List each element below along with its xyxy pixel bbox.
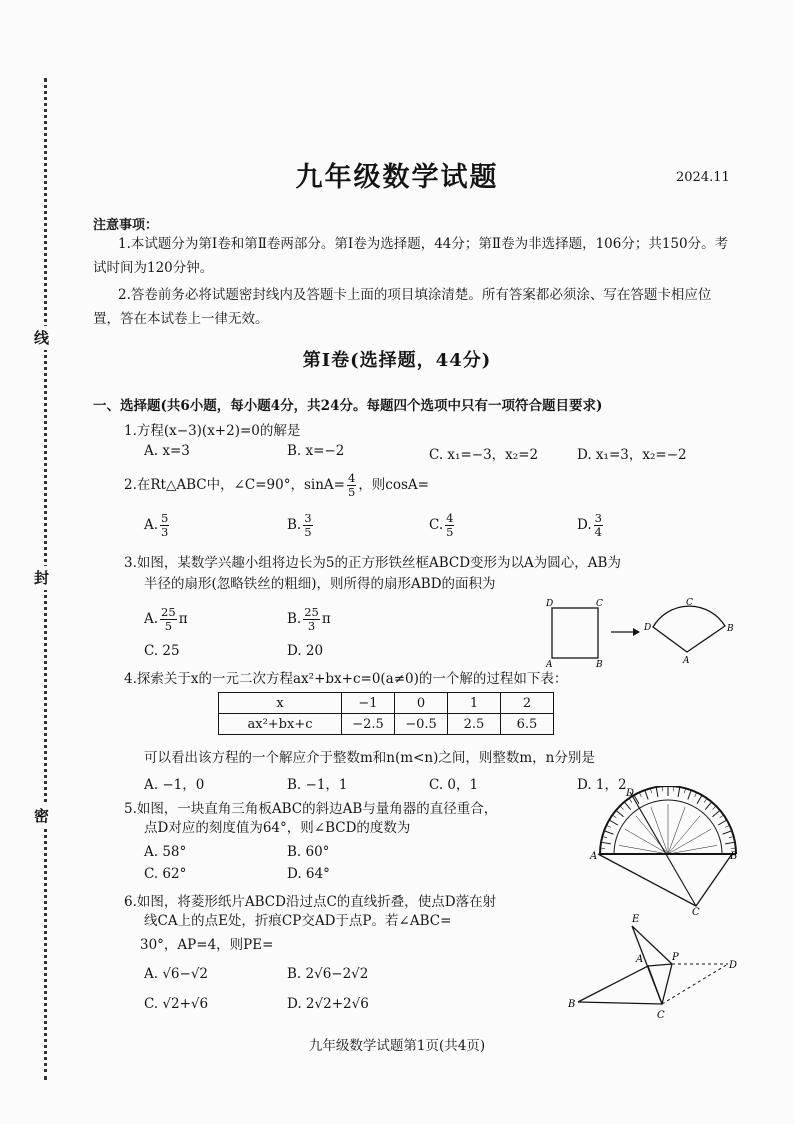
q4-cell: −1 — [342, 693, 395, 714]
protractor-tick — [650, 788, 651, 793]
q4-table-row-x — [219, 693, 554, 714]
q3-label-a: A — [546, 660, 553, 668]
q2-option-d: D. $\frac{3}{4}$ — [577, 511, 602, 539]
q3-b-suffix: π — [321, 611, 331, 627]
q2-d-den: 4 — [594, 525, 602, 539]
protractor-tick — [725, 842, 735, 844]
q3-sector-label-a: A — [683, 656, 690, 666]
notice-heading: 注意事项： — [93, 218, 159, 233]
exam-date: 2024.11 — [676, 170, 730, 185]
q2-option-b: B. $\frac{3}{5}$ — [287, 511, 312, 539]
q5-option-c: C. 62° — [144, 866, 187, 882]
q3-line-2: 半径的扇形(忽略铁丝的粗细)，则所得的扇形ABD的面积为 — [144, 576, 496, 592]
protractor-ray — [668, 816, 700, 854]
q2-b-den: 5 — [304, 525, 312, 539]
q3-arrowhead — [633, 628, 640, 636]
q4-cell: 6.5 — [501, 714, 554, 735]
protractor-tick — [612, 815, 616, 818]
q2-option-a: A. $\frac{5}{3}$ — [144, 511, 169, 539]
q3-a-den: 5 — [164, 619, 173, 633]
q4-cell: 0 — [395, 693, 448, 714]
q4-option-c: C. 0，1 — [429, 777, 479, 793]
q3-sector-label-c: C — [686, 598, 693, 608]
q6-line-3: 30°，AP=4，则PE= — [140, 937, 274, 953]
protractor-tick — [616, 810, 624, 816]
q2-a-den: 3 — [161, 525, 169, 539]
q3-b-den: 3 — [307, 619, 316, 633]
q2-stem-post: ，则cosA= — [358, 477, 429, 493]
q6-crease-cp — [662, 964, 672, 1004]
q6-option-a: A. √6−√2 — [144, 966, 209, 982]
q5-label-a: A — [590, 851, 598, 862]
protractor-ray — [668, 807, 685, 854]
protractor-tick — [684, 788, 685, 793]
q3-option-d: D. 20 — [287, 643, 324, 659]
q3-sector-label-d: D — [644, 623, 652, 633]
q3-option-b: B. $\frac{25}{3}$ π — [287, 605, 331, 633]
q3-label-d: D — [546, 599, 554, 609]
q6-label-e: E — [632, 914, 640, 925]
protractor-ray — [651, 807, 668, 854]
q3-line-1: 3.如图，某数学兴趣小组将边长为5的正方形铁丝框ABCD变形为以A为圆心，AB为 — [124, 555, 621, 571]
q1-option-a: A. x=3 — [144, 443, 190, 459]
protractor-tick — [705, 802, 711, 810]
q3-figure — [540, 596, 740, 668]
protractor-tick — [729, 836, 734, 837]
protractor-tick — [601, 842, 611, 844]
page-title: 九年级数学试题 — [295, 162, 499, 193]
section-heading: 一、选择题(共6小题，每小题4分，共24分。每题四个选项中只有一项符合题目要求) — [93, 398, 603, 414]
volume-title: 第Ⅰ卷(选择题，44分) — [302, 350, 492, 371]
protractor-tick — [602, 836, 607, 837]
page-footer: 九年级数学试题第1页(共4页) — [308, 1038, 486, 1054]
q6-label-a: A — [636, 954, 644, 965]
q6-dashed-cd — [662, 964, 728, 1004]
q3-a-suffix: π — [178, 611, 188, 627]
protractor-tick — [606, 825, 611, 827]
q5-label-c: C — [692, 907, 700, 916]
binding-char-xian: 线 — [34, 326, 49, 350]
q6-label-b: B — [568, 999, 576, 1010]
q6-label-c: C — [657, 1010, 665, 1021]
protractor-tick — [604, 831, 613, 834]
protractor-tick — [688, 790, 691, 799]
q2-stem-pre: 2.在Rt△ABC中，∠C=90°，sinA= — [124, 477, 345, 493]
protractor-tick — [678, 787, 680, 797]
q5-label-b: B — [730, 851, 738, 862]
q4-cell: ax²+bx+c — [219, 714, 342, 735]
q6-option-b: B. 2√6−2√2 — [287, 966, 369, 982]
q4-cell: −2.5 — [342, 714, 395, 735]
q4-option-d: D. 1，2 — [577, 777, 627, 793]
protractor-tick — [704, 798, 707, 802]
q3-b-num: 25 — [304, 605, 319, 619]
protractor-tick — [695, 792, 697, 797]
q1-option-c: C. x₁=−3，x₂=2 — [429, 447, 539, 463]
q5-option-d: D. 64° — [287, 866, 330, 882]
q5-label-d: D — [626, 788, 635, 799]
protractor-tick — [725, 825, 730, 827]
q2-b-num: 3 — [304, 511, 312, 525]
q1-option-d: D. x₁=3，x₂=−2 — [577, 447, 687, 463]
q3-label-c: C — [596, 599, 603, 609]
q5-line-1: 5.如图，一块直角三角板ABC的斜边AB与量角器的直径重合， — [124, 801, 498, 817]
notice-item-2: 2.答卷前务必将试题密封线内及答题卡上面的项目填涂清楚。所有答案都必须涂、写在答题卡相应位置，答在本试卷上一律无效。 — [93, 287, 712, 327]
notice-item-1: 1.本试题分为第Ⅰ卷和第Ⅱ卷两部分。第Ⅰ卷为选择题，44分；第Ⅱ卷为非选择题，106分；共150分。考试时间为120分钟。 — [93, 236, 729, 276]
q4-stem: 4.探索关于x的一元二次方程ax²+bx+c=0(a≠0)的一个解的过程如下表： — [124, 671, 568, 687]
q6-segment-ap — [648, 964, 672, 966]
q6-label-p: P — [672, 952, 679, 963]
q4-option-b: B. −1，1 — [287, 777, 348, 793]
q3-a-num: 25 — [161, 605, 176, 619]
protractor-tick — [718, 820, 727, 825]
protractor-tick — [720, 815, 724, 818]
q2-frac-den: 5 — [347, 485, 356, 499]
q4-after: 可以看出该方程的一个解应介于整数m和n(m<n)之间，则整数m，n分别是 — [144, 750, 595, 766]
q4-cell: 2.5 — [448, 714, 501, 735]
q2-stem — [124, 472, 429, 499]
protractor-tick — [713, 806, 717, 810]
q2-option-c: C. $\frac{4}{5}$ — [429, 511, 454, 539]
q3-sector — [653, 606, 725, 652]
q2-c-den: 5 — [446, 525, 454, 539]
protractor-tick — [723, 831, 732, 834]
q3-square — [552, 608, 598, 658]
q4-table-row-value — [219, 714, 554, 735]
q4-cell: x — [219, 693, 342, 714]
protractor-tick — [609, 820, 618, 825]
q2-d-num: 3 — [594, 511, 602, 525]
binding-char-feng: 封 — [34, 566, 49, 590]
q4-table — [218, 692, 554, 735]
q1-option-b: B. x=−2 — [287, 443, 345, 459]
q5-triangle — [598, 854, 732, 906]
q5-option-a: A. 58° — [144, 844, 187, 860]
q6-line-2: 线CA上的点E处，折痕CP交AD于点P。若∠ABC= — [144, 913, 452, 929]
protractor-tick — [624, 802, 630, 810]
q5-figure — [588, 786, 742, 916]
q2-sin-fraction — [347, 472, 356, 499]
binding-char-mi: 密 — [34, 804, 49, 828]
q6-figure — [566, 910, 746, 1022]
protractor-tick — [712, 810, 720, 816]
q6-line-1: 6.如图，将菱形纸片ABCD沿过点C的直线折叠，使点D落在射 — [124, 894, 497, 910]
q4-option-a: A. −1，0 — [144, 777, 205, 793]
q4-cell: 1 — [448, 693, 501, 714]
q6-option-d: D. 2√2+2√6 — [287, 996, 369, 1012]
q4-cell: −0.5 — [395, 714, 448, 735]
protractor-tick — [656, 787, 658, 797]
q6-label-d: D — [729, 960, 738, 971]
protractor-tick — [620, 806, 624, 810]
q3-option-c: C. 25 — [144, 643, 180, 659]
q3-label-b: B — [596, 660, 603, 668]
protractor-tick — [639, 792, 641, 797]
q5-line-2: 点D对应的刻度值为64°，则∠BCD的度数为 — [144, 820, 411, 836]
q6-option-c: C. √2+√6 — [144, 996, 209, 1012]
q1-stem: 1.方程(x−3)(x+2)=0的解是 — [124, 423, 301, 439]
q2-c-num: 4 — [446, 511, 454, 525]
q2-a-num: 5 — [161, 511, 169, 525]
q4-cell: 2 — [501, 693, 554, 714]
protractor-tick — [697, 795, 702, 804]
q3-option-a: A. $\frac{25}{5}$ π — [144, 605, 188, 633]
q3-sector-label-b: B — [727, 624, 734, 634]
q5-option-b: B. 60° — [287, 844, 330, 860]
protractor-tick — [645, 790, 648, 799]
q2-frac-num: 4 — [347, 471, 356, 485]
q5-protractor-ticks — [600, 786, 736, 854]
